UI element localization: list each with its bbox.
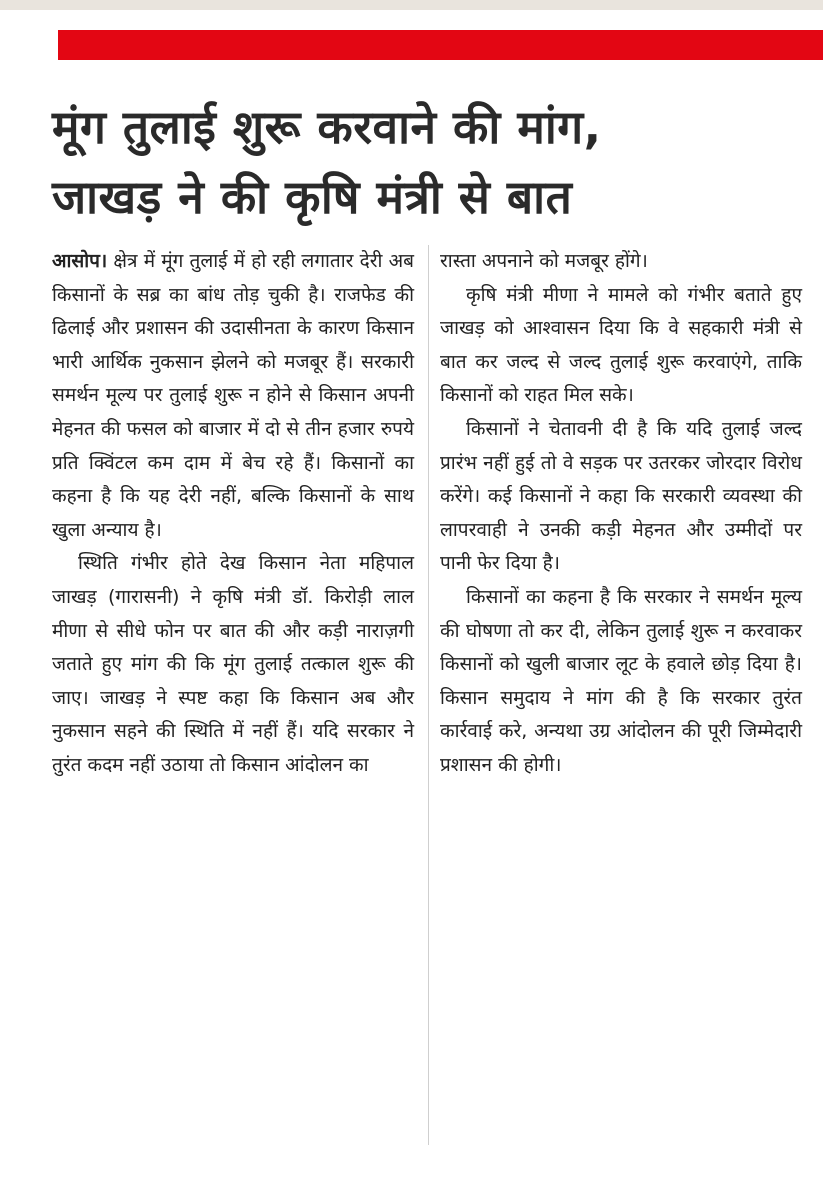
headline [52, 92, 812, 232]
column-divider [428, 245, 429, 1145]
article-column-right [440, 245, 802, 783]
article-paragraph: रास्ता अपनाने को मजबूर होंगे। [440, 250, 648, 272]
article-column-left [52, 245, 414, 783]
headline-line-2: जाखड़ ने की कृषि मंत्री से बात [52, 170, 573, 224]
article-paragraph [52, 245, 414, 547]
article-paragraph: स्थिति गंभीर होते देख किसान नेता महिपाल जाखड़ (गारासनी) ने कृषि मंत्री डॉ. किरोड़ी लाल मीणा से सीधे फोन पर बात की और कड़ी नाराज़गी जताते हुए मांग की कि मूंग तुलाई तत्काल शुरू की जाए। जाखड़ ने स्पष्ट कहा कि किसान अब और नुकसान सहने की स्थिति में नहीं हैं। यदि सरकार ने तुरंत कदम नहीं उठाया तो किसान आंदोलन का [52, 552, 414, 776]
headline-line-1: मूंग तुलाई शुरू करवाने की मांग, [52, 100, 602, 154]
dateline: आसोप। [52, 250, 108, 272]
paragraph-text: क्षेत्र में मूंग तुलाई में हो रही लगातार देरी अब किसानों के सब्र का बांध तोड़ चुकी है। राजफेड की ढिलाई और प्रशासन की उदासीनता के कारण किसान भारी आर्थिक नुकसान झेलने को मजबूर हैं। सरकारी समर्थन मूल्य पर तुलाई शुरू न होने से किसान अपनी मेहनत की फसल को बाजार में दो से तीन हजार रुपये प्रति क्विंटल कम दाम में बेच रहे हैं। किसानों का कहना है कि यह देरी नहीं, बल्कि किसानों के साथ खुला अन्याय है। [52, 250, 414, 541]
article-paragraph: किसानों ने चेतावनी दी है कि यदि तुलाई जल्द प्रारंभ नहीं हुई तो वे सड़क पर उतरकर जोरदार विरोध करेंगे। कई किसानों ने कहा कि सरकारी व्यवस्था की लापरवाही ने उनकी कड़ी मेहनत और उम्मीदों पर पानी फेर दिया है। [440, 417, 802, 575]
page-top-strip [0, 0, 823, 10]
article-paragraph: किसानों का कहना है कि सरकार ने समर्थन मूल्य की घोषणा तो कर दी, लेकिन तुलाई शुरू न करवाकर किसानों को खुली बाजार लूट के हवाले छोड़ दिया है। किसान समुदाय ने मांग की है कि सरकार तुरंत कार्रवाई करे, अन्यथा उग्र आंदोलन की पूरी जिम्मेदारी प्रशासन की होगी। [440, 585, 802, 776]
article-paragraph: कृषि मंत्री मीणा ने मामले को गंभीर बताते हुए जाखड़ को आश्वासन दिया कि वे सहकारी मंत्री से बात कर जल्द से जल्द तुलाई शुरू करवाएंगे, ताकि किसानों को राहत मिल सके। [440, 283, 802, 407]
header-accent-bar [58, 30, 823, 60]
